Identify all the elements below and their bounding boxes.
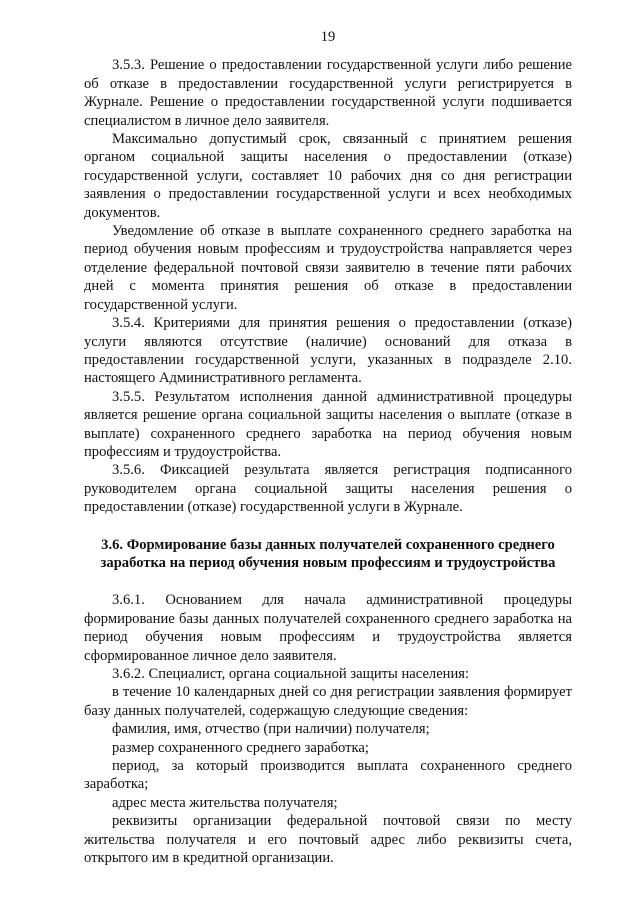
page-number: 19 bbox=[320, 29, 336, 45]
paragraph-refusal-notice: Уведомление об отказе в выплате сохраненного среднего заработка на период обучения новым профессиям и трудоустройства направляется через отделение федеральной почтовой связи заявителю в течение пяти рабочих дней с момента принятия решения об отказе в предоставлении государственной услуги. bbox=[84, 223, 572, 313]
paragraph-3-5-5: 3.5.5. Результатом исполнения данной административной процедуры является решение органа социальной защиты населения о выплате (отказе в выплате) сохраненного среднего заработка на период обучения новым профессиям и трудоустройства. bbox=[84, 388, 572, 460]
paragraph-3-5-6: 3.5.6. Фиксацией результата является регистрация подписанного руководителем органа социальной защиты населения решения о предоставлении (отказе) государственной услуги в Журнале. bbox=[84, 462, 572, 516]
list-item-payment-period: период, за который производится выплата сохраненного среднего заработка; bbox=[84, 758, 572, 793]
paragraph-3-5-3: 3.5.3. Решение о предоставлении государственной услуги либо решение об отказе в предоставлении государственной услуги регистрируется в Журнале. Решение о предоставлении государственной услуги подшивается специалистом в личное дело заявителя. bbox=[84, 57, 572, 129]
paragraph-3-6-2: 3.6.2. Специалист, органа социальной защиты населения: bbox=[112, 666, 470, 682]
list-item-residence-address: адрес места жительства получателя; bbox=[112, 794, 338, 811]
list-item-salary-amount: размер сохраненного среднего заработка; bbox=[112, 739, 369, 756]
paragraph-3-5-4: 3.5.4. Критериями для принятия решения о предоставлении (отказе) услуги являются отсутствие (наличие) оснований для отказа в предоставлении государственной услуги, указанных в подразделе 2.10. настоящего Административного регламента. bbox=[84, 315, 572, 387]
paragraph-within-10-days: в течение 10 календарных дней со дня регистрации заявления формирует базу данных получателей, содержащую следующие сведения: bbox=[84, 684, 572, 719]
section-3-5-text bbox=[84, 56, 572, 516]
section-heading-3-6: 3.6. Формирование базы данных получателей сохраненного среднего заработка на период обучения новым профессиям и трудоустройства bbox=[100, 536, 556, 571]
list-item-postal-details: реквизиты организации федеральной почтовой связи по месту жительства получателя и его почтовый адрес либо реквизиты счета, открытого им в кредитной организации. bbox=[84, 813, 572, 867]
list-item-full-name: фамилия, имя, отчество (при наличии) получателя; bbox=[112, 721, 430, 738]
paragraph-max-term: Максимально допустимый срок, связанный с принятием решения органом социальной защиты населения о предоставлении (отказе) государственной услуги, составляет 10 рабочих дня со дня регистрации заявления о предоставлении государственной услуги и всех необходимых документов. bbox=[84, 131, 572, 221]
paragraph-3-6-1: 3.6.1. Основанием для начала административной процедуры формирование базы данных получателей сохраненного среднего заработка на период обучения новым профессиям и трудоустройства является сформированное личное дело заявителя. bbox=[84, 592, 572, 664]
document-page bbox=[84, 28, 572, 867]
section-3-6-text bbox=[84, 591, 572, 867]
